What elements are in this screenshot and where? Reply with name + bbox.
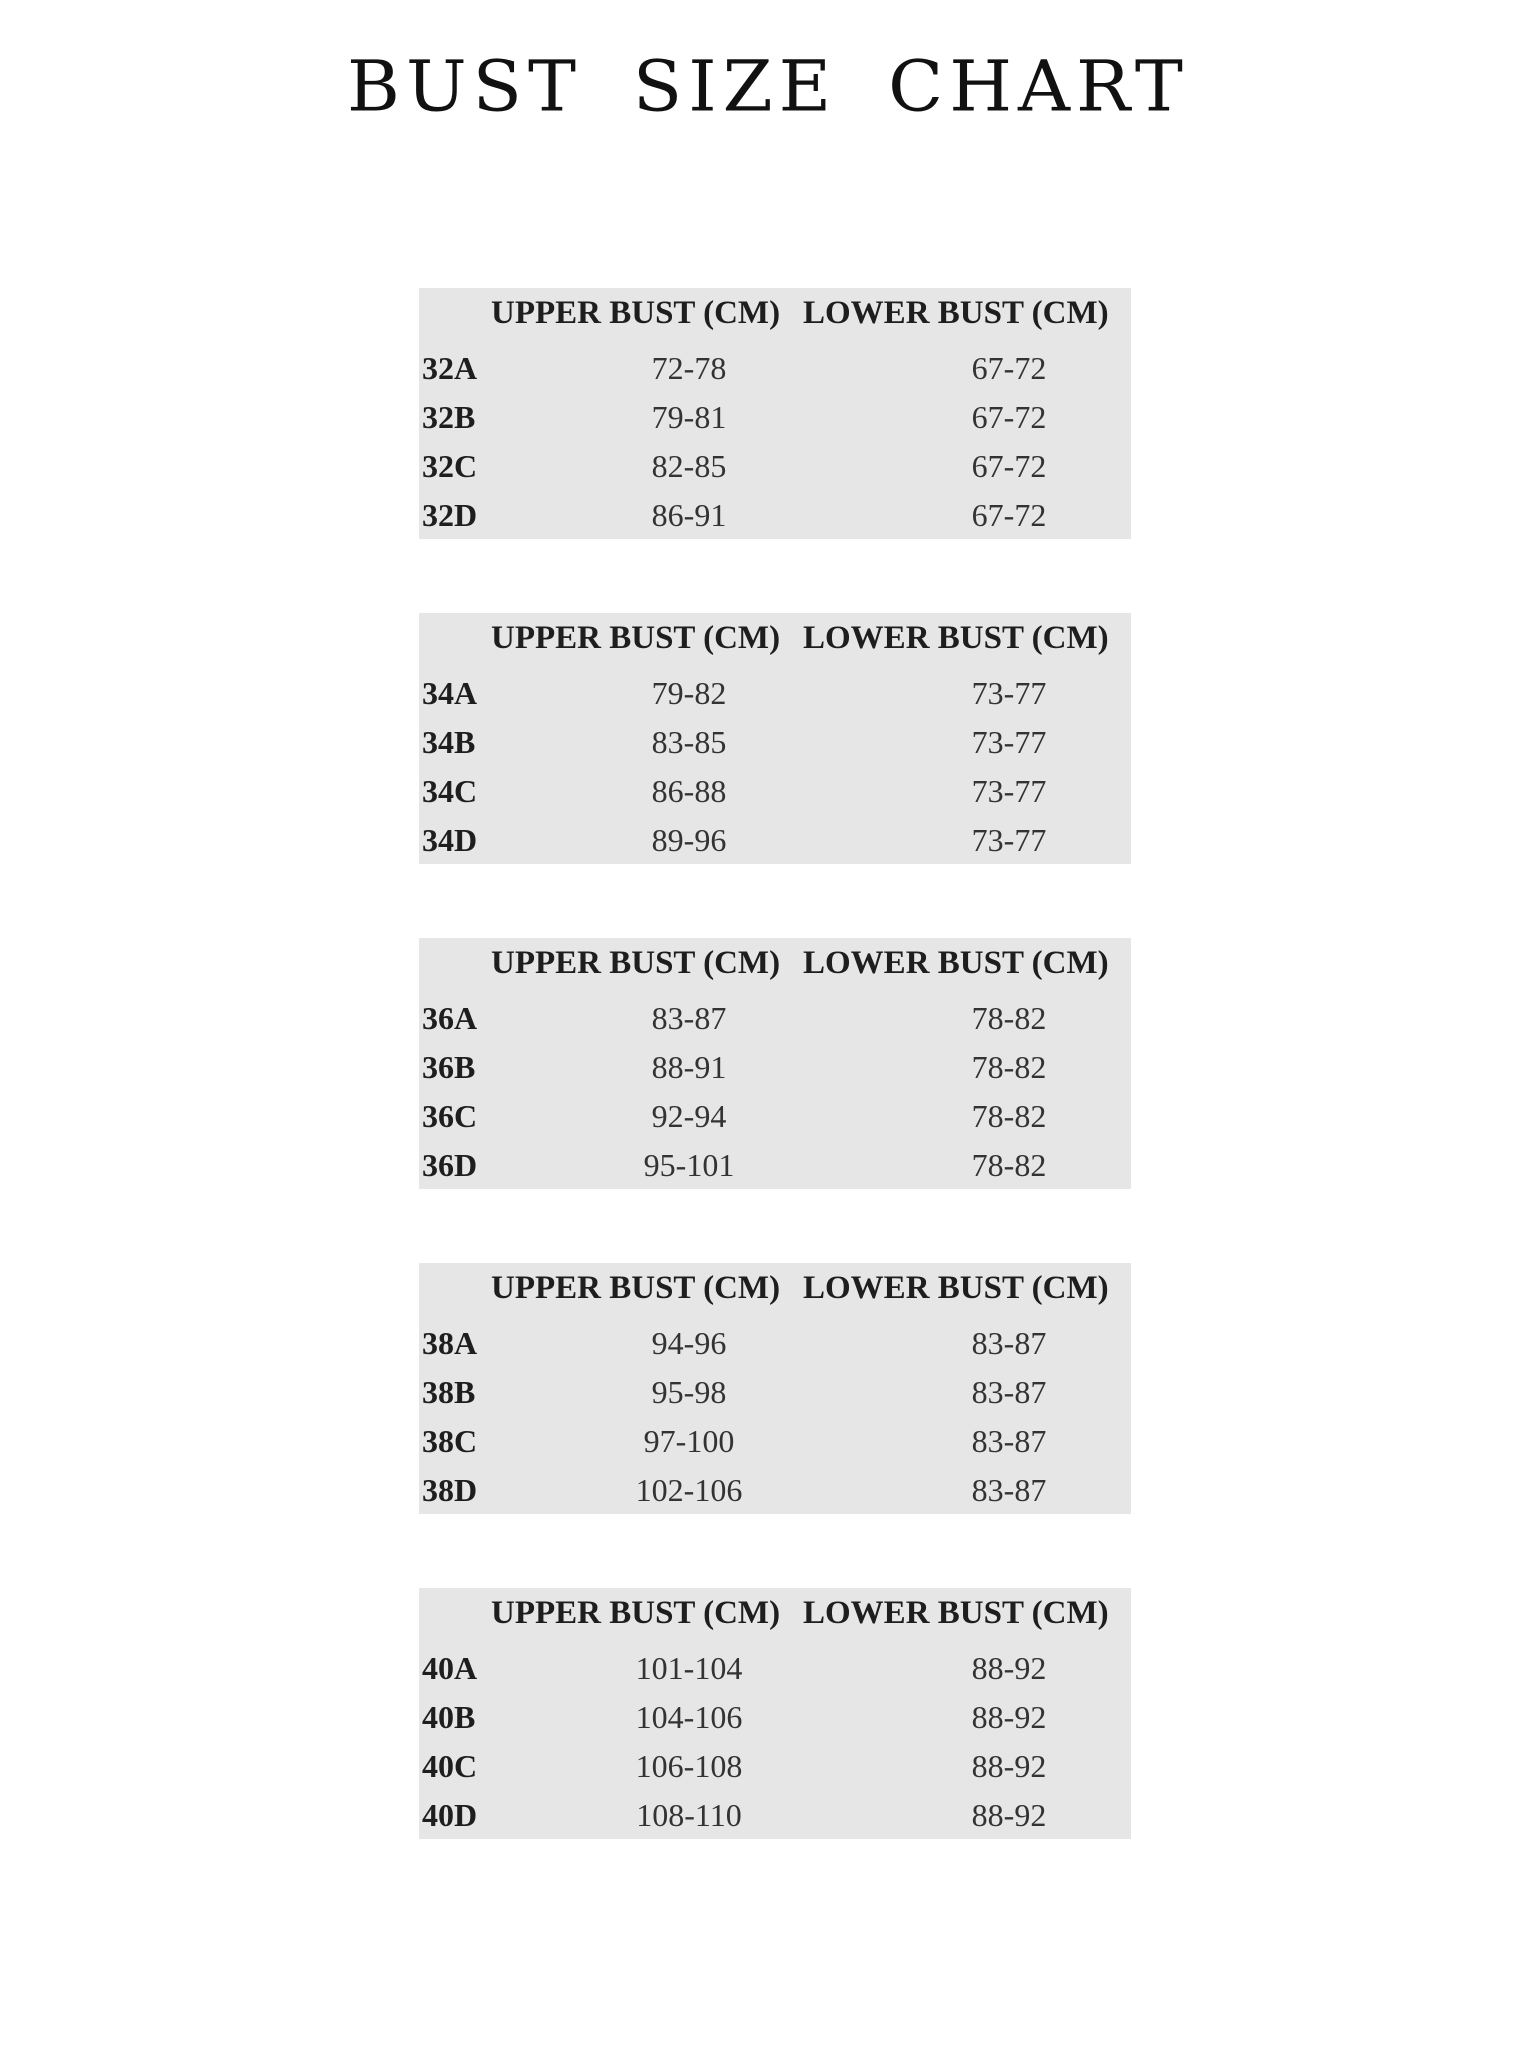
size-label: 40A (422, 1650, 478, 1686)
upper-bust-value: 79-82 (651, 675, 727, 711)
lower-bust-value: 73-77 (971, 773, 1047, 809)
lower-bust-header: LOWER BUST (CM) (803, 295, 1109, 331)
size-label: 40B (422, 1699, 476, 1735)
lower-bust-value: 78-82 (971, 1049, 1047, 1085)
table-row (419, 1092, 1131, 1141)
lower-bust-value: 83-87 (971, 1423, 1047, 1459)
table-row (419, 816, 1131, 865)
size-label: 34A (422, 675, 478, 711)
lower-bust-value: 83-87 (971, 1374, 1047, 1410)
upper-bust-header: UPPER BUST (CM) (491, 295, 781, 331)
size-label: 32D (422, 497, 478, 533)
lower-bust-value: 78-82 (971, 1147, 1047, 1183)
size-label: 40C (422, 1748, 478, 1784)
lower-bust-value: 67-72 (971, 448, 1047, 484)
lower-bust-value: 88-92 (971, 1699, 1047, 1735)
upper-bust-value: 97-100 (643, 1423, 735, 1459)
upper-bust-value: 72-78 (651, 350, 727, 386)
upper-bust-value: 102-106 (635, 1472, 743, 1508)
upper-bust-value: 106-108 (635, 1748, 743, 1784)
table-row (419, 1644, 1131, 1693)
size-label: 34D (422, 822, 478, 858)
table-row (419, 718, 1131, 767)
table-row (419, 344, 1131, 393)
table-row (419, 442, 1131, 491)
table-row (419, 1368, 1131, 1417)
table-row (419, 1319, 1131, 1368)
size-table-36 (419, 938, 1131, 1189)
lower-bust-header: LOWER BUST (CM) (803, 1270, 1109, 1306)
upper-bust-value: 82-85 (651, 448, 727, 484)
size-label: 36A (422, 1000, 478, 1036)
size-label: 32C (422, 448, 478, 484)
lower-bust-value: 83-87 (971, 1325, 1047, 1361)
size-table-34 (419, 613, 1131, 864)
lower-bust-value: 78-82 (971, 1098, 1047, 1134)
size-table-32 (419, 288, 1131, 539)
lower-bust-value: 67-72 (971, 399, 1047, 435)
upper-bust-value: 86-88 (651, 773, 727, 809)
size-label: 36C (422, 1098, 478, 1134)
upper-bust-value: 83-85 (651, 724, 727, 760)
upper-bust-value: 94-96 (651, 1325, 727, 1361)
table-row (419, 1693, 1131, 1742)
size-label: 36D (422, 1147, 478, 1183)
size-label: 38B (422, 1374, 476, 1410)
upper-bust-header: UPPER BUST (CM) (491, 945, 781, 981)
table-row (419, 1466, 1131, 1515)
lower-bust-value: 88-92 (971, 1748, 1047, 1784)
upper-bust-value: 108-110 (636, 1797, 742, 1833)
upper-bust-value: 101-104 (635, 1650, 743, 1686)
lower-bust-header: LOWER BUST (CM) (803, 945, 1109, 981)
table-row (419, 1791, 1131, 1840)
table-row (419, 1742, 1131, 1791)
upper-bust-value: 86-91 (651, 497, 727, 533)
page-title: BUST SIZE CHART (347, 44, 1189, 128)
table-row (419, 491, 1131, 540)
upper-bust-header: UPPER BUST (CM) (491, 1595, 781, 1631)
size-label: 34C (422, 773, 478, 809)
lower-bust-value: 78-82 (971, 1000, 1047, 1036)
lower-bust-value: 73-77 (971, 675, 1047, 711)
upper-bust-value: 89-96 (651, 822, 727, 858)
size-label: 38D (422, 1472, 478, 1508)
table-row (419, 994, 1131, 1043)
table-row (419, 393, 1131, 442)
size-table-40 (419, 1588, 1131, 1839)
lower-bust-value: 67-72 (971, 350, 1047, 386)
upper-bust-value: 92-94 (651, 1098, 727, 1134)
size-label: 40D (422, 1797, 478, 1833)
size-label: 38A (422, 1325, 478, 1361)
table-row (419, 767, 1131, 816)
table-row (419, 1417, 1131, 1466)
size-label: 32B (422, 399, 476, 435)
lower-bust-value: 88-92 (971, 1797, 1047, 1833)
size-label: 34B (422, 724, 476, 760)
lower-bust-value: 73-77 (971, 724, 1047, 760)
table-row (419, 1141, 1131, 1190)
size-label: 36B (422, 1049, 476, 1085)
table-row (419, 1043, 1131, 1092)
size-table-38 (419, 1263, 1131, 1514)
table-row (419, 669, 1131, 718)
lower-bust-header: LOWER BUST (CM) (803, 620, 1109, 656)
lower-bust-value: 88-92 (971, 1650, 1047, 1686)
upper-bust-header: UPPER BUST (CM) (491, 1270, 781, 1306)
lower-bust-value: 73-77 (971, 822, 1047, 858)
size-label: 32A (422, 350, 478, 386)
size-label: 38C (422, 1423, 478, 1459)
lower-bust-value: 67-72 (971, 497, 1047, 533)
upper-bust-value: 88-91 (651, 1049, 727, 1085)
upper-bust-value: 95-98 (651, 1374, 727, 1410)
lower-bust-header: LOWER BUST (CM) (803, 1595, 1109, 1631)
upper-bust-value: 79-81 (651, 399, 727, 435)
upper-bust-value: 95-101 (643, 1147, 735, 1183)
upper-bust-header: UPPER BUST (CM) (491, 620, 781, 656)
upper-bust-value: 83-87 (651, 1000, 727, 1036)
lower-bust-value: 83-87 (971, 1472, 1047, 1508)
upper-bust-value: 104-106 (635, 1699, 743, 1735)
